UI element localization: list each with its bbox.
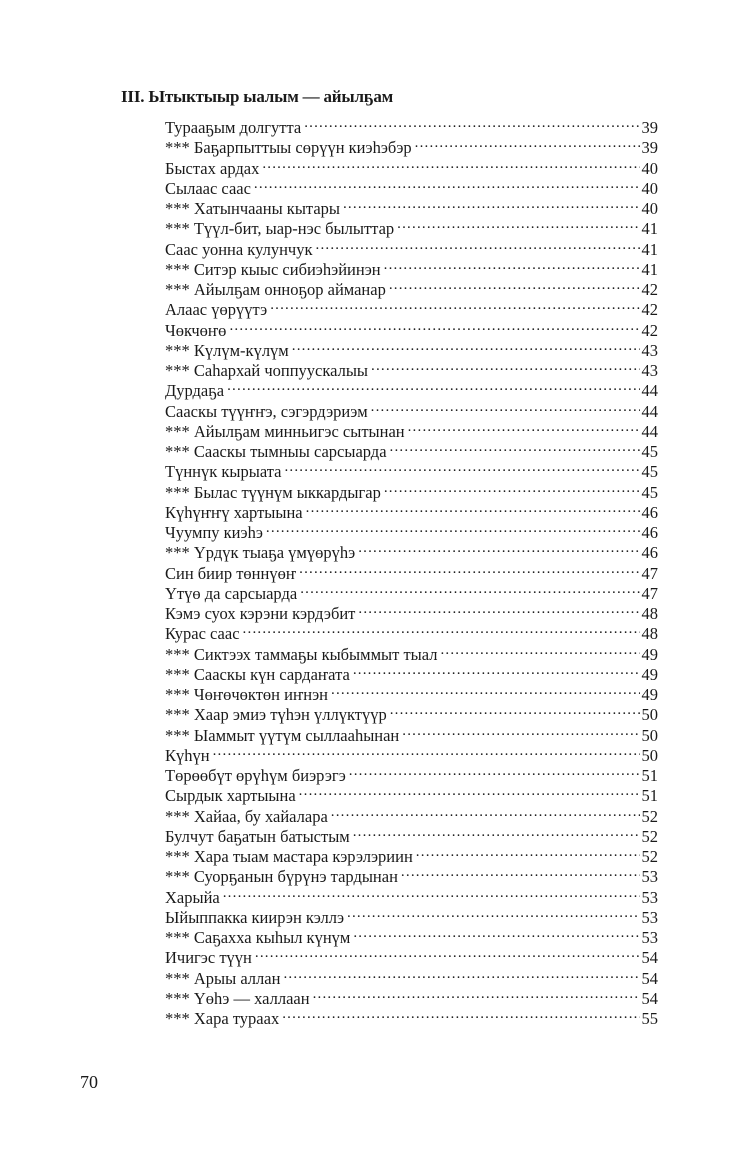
entry-title: *** Саһархай чоппуускалыы (165, 361, 369, 380)
dot-leader (299, 559, 639, 579)
entry-page: 47 (641, 583, 658, 603)
entry-page: 45 (641, 462, 658, 482)
entry-title: *** Айылҕам минньигэс сытынан (165, 421, 405, 441)
entry-title: Харыйа (165, 887, 220, 907)
dot-leader (389, 275, 640, 295)
toc-entry (165, 761, 658, 785)
toc-entry (165, 316, 658, 340)
page-number: 70 (80, 1072, 98, 1092)
entry-title: *** Саҕахха кыһыл күнүм (165, 928, 351, 947)
dot-leader (299, 781, 640, 801)
entry-title: Чуумпу киэһэ (165, 523, 263, 542)
entry-title: *** Баҕарпыттыы сөрүүн киэһэбэр (165, 138, 412, 158)
entry-page: 46 (641, 523, 658, 542)
entry-page: 43 (641, 361, 658, 380)
dot-leader (347, 903, 639, 923)
entry-title: *** Айылҕам онноҕор айманар (165, 280, 386, 299)
dot-leader (243, 619, 640, 639)
entry-page: 40 (641, 178, 658, 198)
dot-leader (353, 660, 640, 680)
entry-title: *** Былас түүнүм ыккардыгар (165, 482, 381, 502)
entry-page: 47 (641, 563, 658, 583)
entry-page: 40 (641, 158, 658, 178)
dot-leader (353, 822, 640, 842)
entry-page: 45 (641, 482, 658, 502)
entry-title: *** Хайаа, бу хайалара (165, 806, 328, 826)
dot-leader (227, 376, 639, 396)
dot-leader (270, 295, 639, 315)
dot-leader (331, 680, 640, 700)
dot-leader (390, 437, 640, 457)
dot-leader (371, 356, 639, 376)
entry-title: *** Суорҕанын бүрүнэ тардынан (165, 867, 398, 887)
entry-title: *** Сааскы тымныы сарсыарда (165, 442, 387, 461)
entry-title: *** Күлүм-күлүм (165, 340, 289, 360)
dot-leader (331, 802, 640, 822)
entry-title: Ыйыппакка киирэн кэллэ (165, 907, 345, 927)
entry-page: 49 (641, 685, 658, 704)
dot-leader (282, 1004, 639, 1024)
entry-page: 48 (641, 604, 658, 623)
entry-page: 54 (641, 988, 658, 1008)
entry-title: Сырдык хартыына (165, 786, 296, 806)
entry-page: 41 (641, 239, 658, 259)
dot-leader (313, 984, 640, 1004)
entry-title: *** Арыы аллан (165, 968, 281, 988)
entry-title: Чөкчөҥө (165, 320, 227, 340)
dot-leader (358, 599, 639, 619)
dot-leader (415, 133, 640, 153)
entry-title: *** Хатынчааны кытары (165, 199, 340, 218)
dot-leader (440, 640, 639, 660)
entry-page: 46 (641, 502, 658, 522)
toc-entry (165, 113, 658, 137)
entry-title: Тураaҕым долгутта (165, 118, 302, 137)
entry-title: Түннүк кырыата (165, 462, 282, 482)
dot-leader (262, 154, 639, 174)
entry-page: 54 (641, 948, 658, 968)
entry-page: 41 (641, 219, 658, 239)
entry-page: 53 (641, 867, 658, 887)
entry-title: Быстах ардах (165, 158, 260, 178)
entry-page: 52 (641, 847, 658, 866)
entry-page: 41 (641, 259, 658, 279)
entry-title: Төрөөбүт өрүһүм биэрэгэ (165, 766, 346, 785)
dot-leader (316, 235, 640, 255)
dot-leader (384, 255, 640, 275)
entry-title: Син биир төннүөҥ (165, 563, 297, 583)
entry-title: *** Үөһэ — халлаан (165, 988, 310, 1008)
entry-page: 48 (641, 624, 658, 644)
entry-page: 51 (641, 786, 658, 806)
entry-page: 42 (641, 280, 658, 299)
toc-entry (165, 336, 658, 360)
dot-leader (254, 174, 640, 194)
dot-leader (306, 498, 640, 518)
dot-leader (284, 457, 639, 477)
dot-leader (416, 842, 640, 862)
entry-title: Алаас үөрүүтэ (165, 300, 268, 320)
entry-page: 49 (641, 664, 658, 684)
entry-title: Күһүҥҥү хартыына (165, 502, 303, 522)
toc-entry (165, 903, 658, 927)
toc-entry (165, 376, 658, 401)
dot-leader (292, 336, 640, 356)
entry-title: *** Түүл-бит, ыар-нэс былыттар (165, 219, 395, 239)
entry-page: 52 (641, 806, 658, 826)
dot-leader (402, 721, 639, 741)
dot-leader (401, 862, 640, 882)
dot-leader (283, 964, 639, 984)
entry-title: *** Сиктээх таммаҕы кыбыммыт тыал (165, 644, 438, 664)
dot-leader (266, 518, 640, 538)
dot-leader (213, 741, 640, 761)
entry-page: 52 (641, 826, 658, 846)
entry-page: 49 (641, 644, 658, 664)
dot-leader (390, 700, 640, 720)
table-of-contents (165, 113, 658, 1028)
entry-title: *** Үрдүк тыаҕа үмүөрүһэ (165, 543, 356, 563)
entry-page: 44 (641, 401, 658, 421)
entry-title: Булчут баҕатын батыстым (165, 826, 350, 846)
entry-title: *** Сааскы күн сардаҥата (165, 664, 350, 684)
dot-leader (384, 478, 640, 498)
entry-page: 43 (641, 340, 658, 360)
entry-page: 46 (641, 543, 658, 563)
entry-title: *** Ыаммыт үүтүм сыллааһынан (165, 725, 400, 745)
entry-title: Сылаас саас (165, 178, 251, 198)
entry-page: 42 (641, 300, 658, 320)
entry-title: Кэмэ суох кэрэни кэрдэбит (165, 604, 356, 623)
entry-page: 50 (641, 725, 658, 745)
entry-page: 39 (641, 138, 658, 158)
dot-leader (343, 194, 640, 214)
entry-page: 45 (641, 442, 658, 461)
entry-title: Саас уонна кулунчук (165, 239, 313, 259)
dot-leader (304, 113, 639, 133)
entry-page: 40 (641, 199, 658, 218)
dot-leader (300, 579, 639, 599)
dot-leader (229, 316, 639, 336)
entry-page: 53 (641, 907, 658, 927)
entry-title: *** Хара тураах (165, 1009, 280, 1028)
dot-leader (397, 214, 639, 234)
entry-page: 55 (641, 1009, 658, 1028)
entry-title: Үтүө да сарсыарда (165, 583, 298, 603)
entry-title: *** Хаар эмиэ түһэн үллүктүүр (165, 705, 387, 725)
entry-page: 53 (641, 887, 658, 907)
entry-title: *** Чөҥөчөктөн иҥнэн (165, 685, 328, 704)
entry-title: *** Ситэр кыыс сибиэһэйинэн (165, 259, 381, 279)
entry-page: 53 (641, 928, 658, 947)
entry-page: 44 (641, 421, 658, 441)
entry-title: Курас саас (165, 624, 240, 644)
entry-page: 39 (641, 118, 658, 137)
entry-title: Дурдаҕа (165, 381, 225, 401)
entry-title: *** Хара тыам мастара кэрэлэриин (165, 847, 413, 866)
entry-page: 50 (641, 705, 658, 725)
entry-page: 54 (641, 968, 658, 988)
dot-leader (349, 761, 640, 781)
entry-title: Ичигэс түүн (165, 948, 252, 968)
dot-leader (353, 923, 639, 943)
entry-page: 42 (641, 320, 658, 340)
entry-page: 50 (641, 745, 658, 765)
entry-title: Сааскы түүҥҥэ, сэгэрдэриэм (165, 401, 368, 421)
dot-leader (358, 538, 639, 558)
entry-page: 51 (641, 766, 658, 785)
dot-leader (223, 883, 640, 903)
entry-page: 44 (641, 381, 658, 401)
toc-entry (165, 883, 658, 907)
section-heading: III. Ытыктыыр ыалым — айылҕам (121, 87, 394, 106)
dot-leader (371, 397, 640, 417)
toc-entry (165, 397, 658, 421)
dot-leader (408, 417, 640, 437)
dot-leader (255, 943, 640, 963)
entry-title: Күһүн (165, 745, 210, 765)
toc-entry (165, 741, 658, 765)
